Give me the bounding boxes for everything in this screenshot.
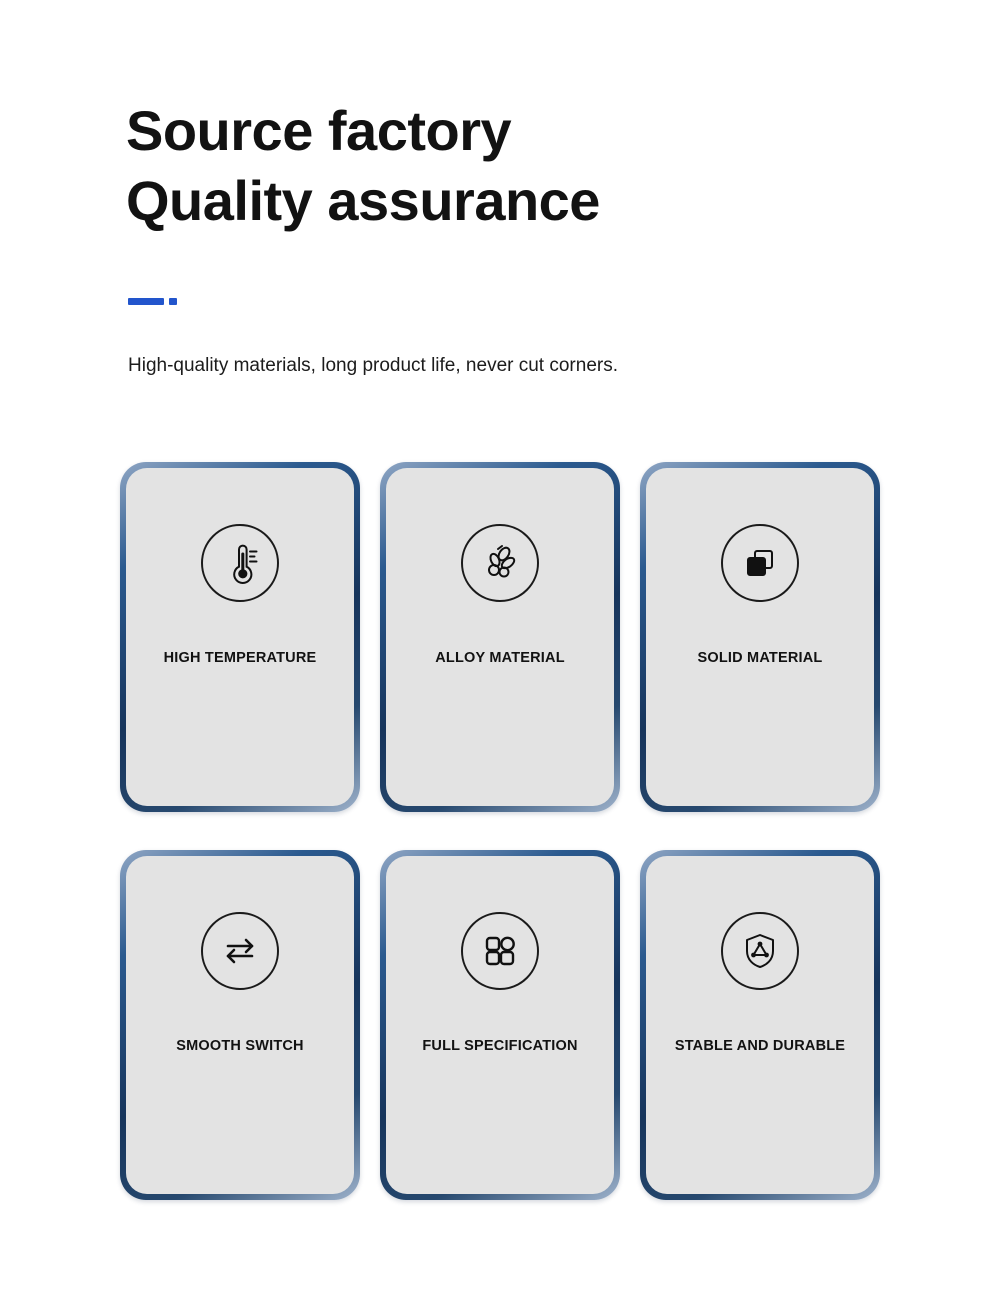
four-blocks-icon bbox=[461, 912, 539, 990]
feature-card-face bbox=[126, 856, 354, 1194]
shield-network-icon bbox=[721, 912, 799, 990]
feature-card[interactable] bbox=[640, 850, 880, 1200]
feature-card-label: SOLID MATERIAL bbox=[697, 650, 823, 666]
feature-card-face bbox=[126, 468, 354, 806]
feature-card[interactable] bbox=[380, 462, 620, 812]
feature-card-face bbox=[646, 856, 874, 1194]
feature-card-label: STABLE AND DURABLE bbox=[674, 1038, 846, 1054]
feature-card-face bbox=[386, 856, 614, 1194]
accent-bar bbox=[128, 298, 164, 305]
accent-dot bbox=[169, 298, 177, 305]
subtitle-text: High-quality materials, long product life, never cut corners. bbox=[128, 355, 619, 376]
thermometer-icon bbox=[201, 524, 279, 602]
feature-card-face bbox=[646, 468, 874, 806]
feature-card-label: ALLOY MATERIAL bbox=[435, 650, 565, 666]
feature-card-label: FULL SPECIFICATION bbox=[422, 1038, 578, 1054]
feature-card-label: HIGH TEMPERATURE bbox=[163, 650, 317, 666]
feature-card[interactable] bbox=[380, 850, 620, 1200]
feature-card-face bbox=[386, 468, 614, 806]
accent-divider bbox=[128, 298, 188, 305]
title-line-1: Source factory bbox=[126, 99, 512, 162]
feature-card[interactable] bbox=[640, 462, 880, 812]
alloy-pellets-icon bbox=[461, 524, 539, 602]
title-line-2: Quality assurance bbox=[126, 169, 600, 232]
feature-card-grid bbox=[120, 462, 880, 1200]
feature-card[interactable] bbox=[120, 850, 360, 1200]
bidirectional-arrows-icon bbox=[201, 912, 279, 990]
feature-card-label: SMOOTH SWITCH bbox=[176, 1038, 304, 1054]
page-title bbox=[126, 96, 946, 236]
stacked-squares-icon bbox=[721, 524, 799, 602]
feature-card[interactable] bbox=[120, 462, 360, 812]
